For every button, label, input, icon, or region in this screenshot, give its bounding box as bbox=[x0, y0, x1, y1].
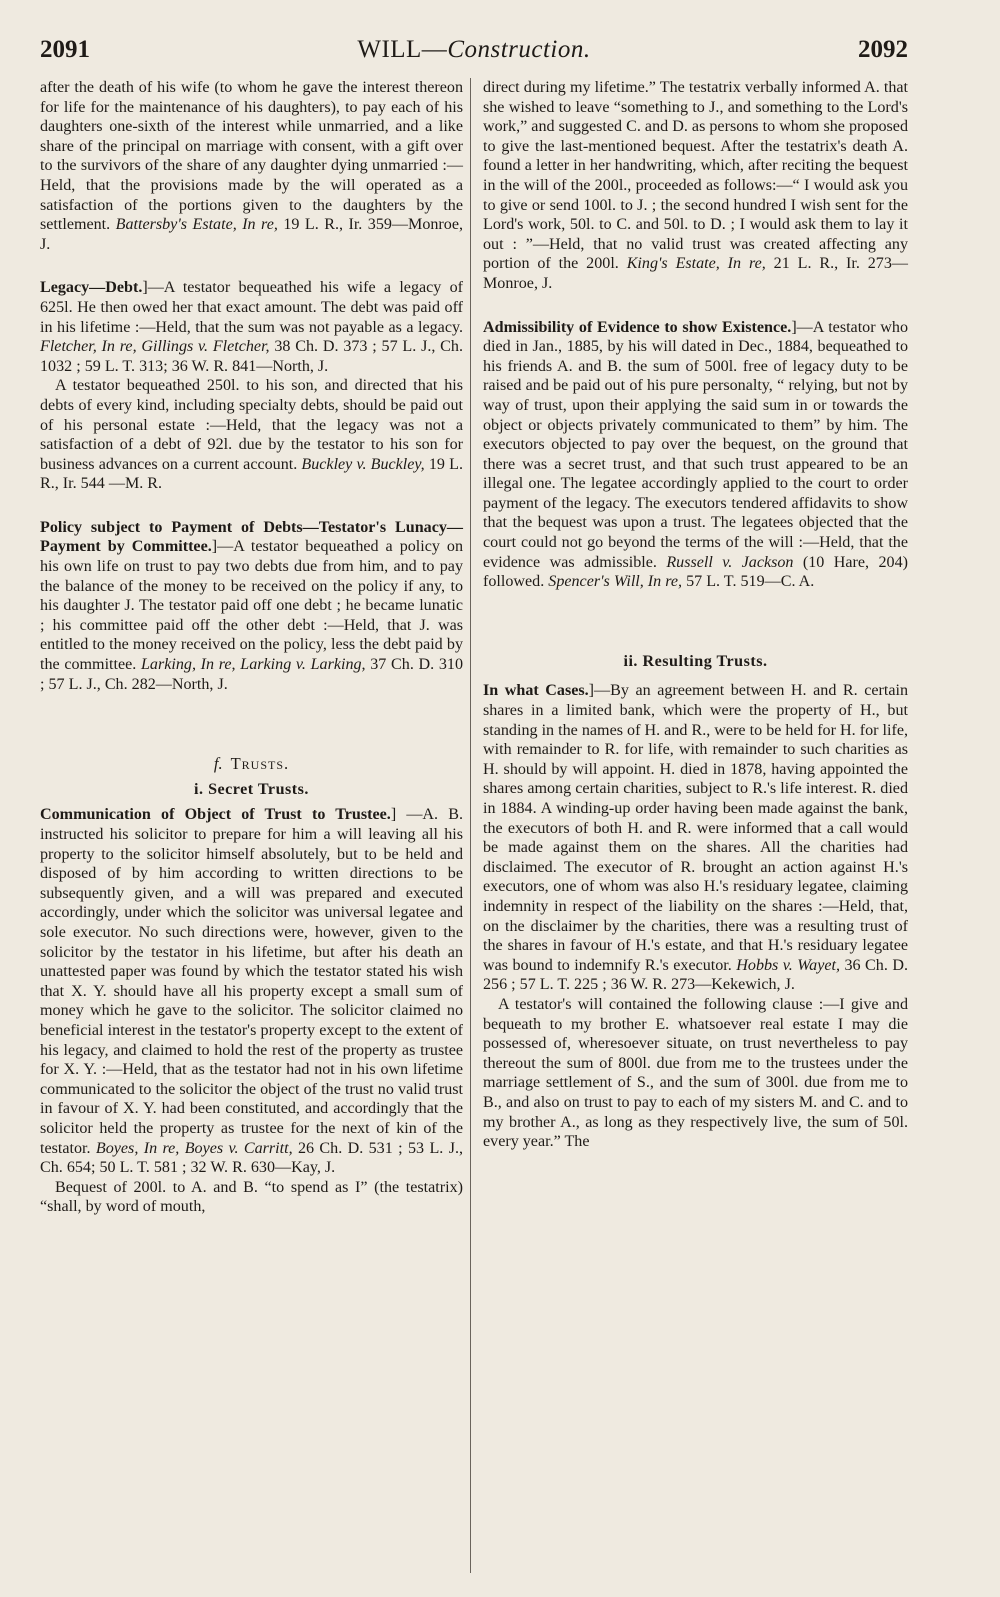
citation: 19 L. R., Ir. 544 —M. R. bbox=[40, 455, 463, 493]
right-column bbox=[483, 78, 908, 1152]
section-letter: f. bbox=[213, 754, 223, 774]
left-column bbox=[40, 78, 463, 1217]
case-name: Buckley v. Buckley, bbox=[301, 455, 425, 473]
spacer bbox=[483, 671, 908, 681]
paragraph-heading: Policy subject to Payment of Debts—Testator's Lunacy—Payment by Committee. bbox=[40, 518, 463, 556]
page-number-right: 2092 bbox=[857, 36, 908, 63]
running-title-main: WILL— bbox=[357, 36, 448, 63]
paragraph-text: A testator bequeathed 250l. to his son, and directed that his debts of every kind, including specialty debts, should be paid out of his personal estate :—Held, that the legacy was not a satisfaction of a debt of 92l. due by the testator to his son for business advances on a current account. bbox=[40, 377, 463, 473]
spacer bbox=[40, 494, 463, 518]
case-name: Battersby's Estate, In re, bbox=[115, 216, 278, 234]
paragraph-heading: Admissibility of Evidence to show Existence. bbox=[483, 318, 792, 336]
citation: 21 L. R., Ir. 273—Monroe, J. bbox=[483, 255, 908, 292]
paragraph-text: ] —A. B. instructed his solicitor to prepare for him a will leaving all his property to the solicitor himself absolutely, but to be held and disposed of by him according to written directions to be subsequently given, and a will was prepared and executed accordingly, under which the solicitor was universal legatee and sole executor. No such directions were, however, given to the solicitor by the testator in his lifetime, but after his death an unattested paper was found by which the testator stated his wish that X. Y. should have all his property except a small sum of money which he gave to the solicitor. The solicitor claimed no beneficial interest in the testator's property except to the extent of his legacy, and claimed to hold the rest of the property as trustee for X. Y. :—Held, that as the testator had not in his own lifetime communicated to the solicitor the object of the trust no valid trust in favour of X. Y. had been constituted, and accordingly that the solicitor held the property as trustee for the next of kin of the testator. bbox=[40, 806, 464, 1157]
citation: 36 Ch. D. 256 ; 57 L. T. 225 ; 36 W. R. 273—Kekewich, J. bbox=[483, 956, 908, 994]
paragraph-text: ]—A testator bequeathed his wife a legacy of 625l. He then owed her that exact amount. The debt was paid off in his lifetime :—Held, that the sum was not payable as a legacy. bbox=[40, 279, 463, 336]
citation: 37 Ch. D. 310 ; 57 L. J., Ch. 282—North, J. bbox=[40, 656, 463, 693]
paragraph-battersby bbox=[40, 78, 463, 254]
paragraph-text: direct during my lifetime.” The testatrix verbally informed A. that she wished to leave “something to J., and something to the Lord's work,” and suggested C. and D. as persons to whom she proposed to give the last-mentioned bequest. After the testatrix's death A. found a letter in her handwriting, which, after reciting the bequest in the will of the 200l., proceeded as follows:—“ I would ask you to give or send 100l. to J. ; the second hundred I wish sent for the Lord's work, 50l. to C. and 50l. to D. ; I would ask them to lay it out : ”—Held, that no valid trust was created affecting any portion of the 200l. bbox=[483, 79, 908, 273]
page-header bbox=[40, 30, 908, 70]
subsection-heading-resulting-trusts: ii. Resulting Trusts. bbox=[623, 652, 768, 670]
paragraph-text: ]—By an agreement between H. and R. certain shares in a limited bank, which were the property of H., but standing in the names of H. and R., were to be held for H. for life, with remainder to R. for life, with remainder to such charities as H. should by will appoint. H. died in 1878, having appointed the shares among certain charities, subject to R.'s life interest. R. died in 1884. A winding-up order having been made against the bank, the executors of both H. and R. were informed that a call would be made against them on the shares. All the charities had disclaimed. The executor of R. brought an action against H.'s executors, one of whom was also H.'s residuary legatee, claiming indemnity in respect of the liability on the shares :—Held, that, on the disclaimer by the charities, there was a resulting trust of the shares in favour of H.'s estate, and that H.'s residuary legatee was bound to indemnify R.'s executor. bbox=[483, 682, 909, 974]
running-title bbox=[357, 36, 590, 64]
citation: 19 L. R., Ir. 359—Monroe, J. bbox=[40, 216, 463, 253]
case-name: Spencer's Will, In re, bbox=[548, 573, 683, 591]
case-name: Larking, In re, Larking v. Larking, bbox=[140, 656, 366, 674]
section-heading-trusts bbox=[40, 754, 463, 774]
paragraph-testators-will: A testator's will contained the following clause :—I give and bequeath to my brother E. whatsoever real estate I may die possessed of, wheresoever situate, on trust nevertheless to pay thereout the sum of 800l. due from me to the trustees under the marriage settlement of S., and the sum of 300l. due from me to B., and also on trust to pay to each of my sisters M. and C. and to my brother A., as long as they respectively live, the sum of 50l. every year.” The bbox=[483, 995, 908, 1151]
paragraph-policy bbox=[40, 518, 463, 694]
paragraph-communication bbox=[40, 805, 463, 1177]
citation: (10 Hare, 204) followed. bbox=[483, 553, 908, 591]
page-number-left: 2091 bbox=[40, 36, 90, 63]
case-name: Hobbs v. Wayet, bbox=[736, 956, 840, 974]
column-divider bbox=[470, 78, 471, 1573]
paragraph-legacy-debt bbox=[40, 278, 463, 376]
paragraph-heading: Legacy—Debt. bbox=[40, 279, 143, 297]
case-name: Russell v. Jackson bbox=[666, 553, 794, 571]
running-title-italic: Construction. bbox=[447, 36, 591, 63]
paragraph-heading: In what Cases. bbox=[483, 682, 589, 700]
paragraph-admissibility bbox=[483, 318, 908, 592]
spacer bbox=[40, 254, 463, 278]
subsection-heading-secret-trusts: i. Secret Trusts. bbox=[194, 780, 309, 798]
citation: 26 Ch. D. 531 ; 53 L. J., Ch. 654; 50 L. T. 581 ; 32 W. R. 630—Kay, J. bbox=[40, 1139, 463, 1177]
section-title: Trusts. bbox=[230, 754, 290, 774]
paragraph-text: ]—A testator who died in Jan., 1885, by his will dated in Dec., 1884, bequeathed to his friends A. and B. the sum of 500l. free of legacy duty to be raised and be paid out of his pure personalty, “ relying, but not by way of trust, upon their applying the said sum in or towards the object or objects privately communicated to them” by him. The executors objected to pay over the bequest, on the ground that there was a secret trust, and that such trust appeared to be an illegal one. The legatee accordingly applied to the court to order payment of the legacy. The executors tendered affidavits to show that the bequest was upon a trust. The legatees objected that the court could not go beyond the terms of the will :—Held, that the evidence was admissible. bbox=[483, 318, 908, 571]
spacer bbox=[483, 592, 908, 652]
paragraph-buckley bbox=[40, 376, 463, 494]
paragraph-bequest: Bequest of 200l. to A. and B. “to spend as I” (the testatrix) “shall, by word of mouth, bbox=[40, 1178, 463, 1216]
paragraph-kings-estate bbox=[483, 78, 908, 294]
citation: 38 Ch. D. 373 ; 57 L. J., Ch. 1032 ; 59 L. T. 313; 36 W. R. 841—North, J. bbox=[40, 338, 463, 375]
case-name: Fletcher, In re, Gillings v. Fletcher, bbox=[40, 338, 270, 356]
paragraph-text: ]—A testator bequeathed a policy on his own life on trust to pay two debts due from him, and to pay the balance of the money to be received on the policy if any, to his daughter J. The testator paid off one debt ; he became lunatic ; his committee paid off the other debt :—Held, that J. was entitled to the money received on the policy, less the debt paid by the committee. bbox=[40, 538, 463, 674]
paragraph-text: after the death of his wife (to whom he gave the interest thereon for life for the maintenance of his daughters), to pay each of his daughters one-sixth of the interest while unmarried, and a like share of the principal on marriage with consent, with a gift over to the survivors of the share of any daughter dying unmarried :—Held, that the provisions made by the will operated as a satisfaction of the portions given to the daughters by the settlement. bbox=[40, 79, 463, 234]
spacer bbox=[40, 694, 463, 754]
spacer bbox=[483, 294, 908, 318]
paragraph-in-what-cases bbox=[483, 681, 908, 995]
case-name: King's Estate, In re, bbox=[626, 255, 766, 273]
citation: 57 L. T. 519—C. A. bbox=[682, 573, 815, 591]
paragraph-heading: Communication of Object of Trust to Trustee. bbox=[40, 806, 391, 824]
case-name: Boyes, In re, Boyes v. Carritt, bbox=[95, 1139, 293, 1157]
